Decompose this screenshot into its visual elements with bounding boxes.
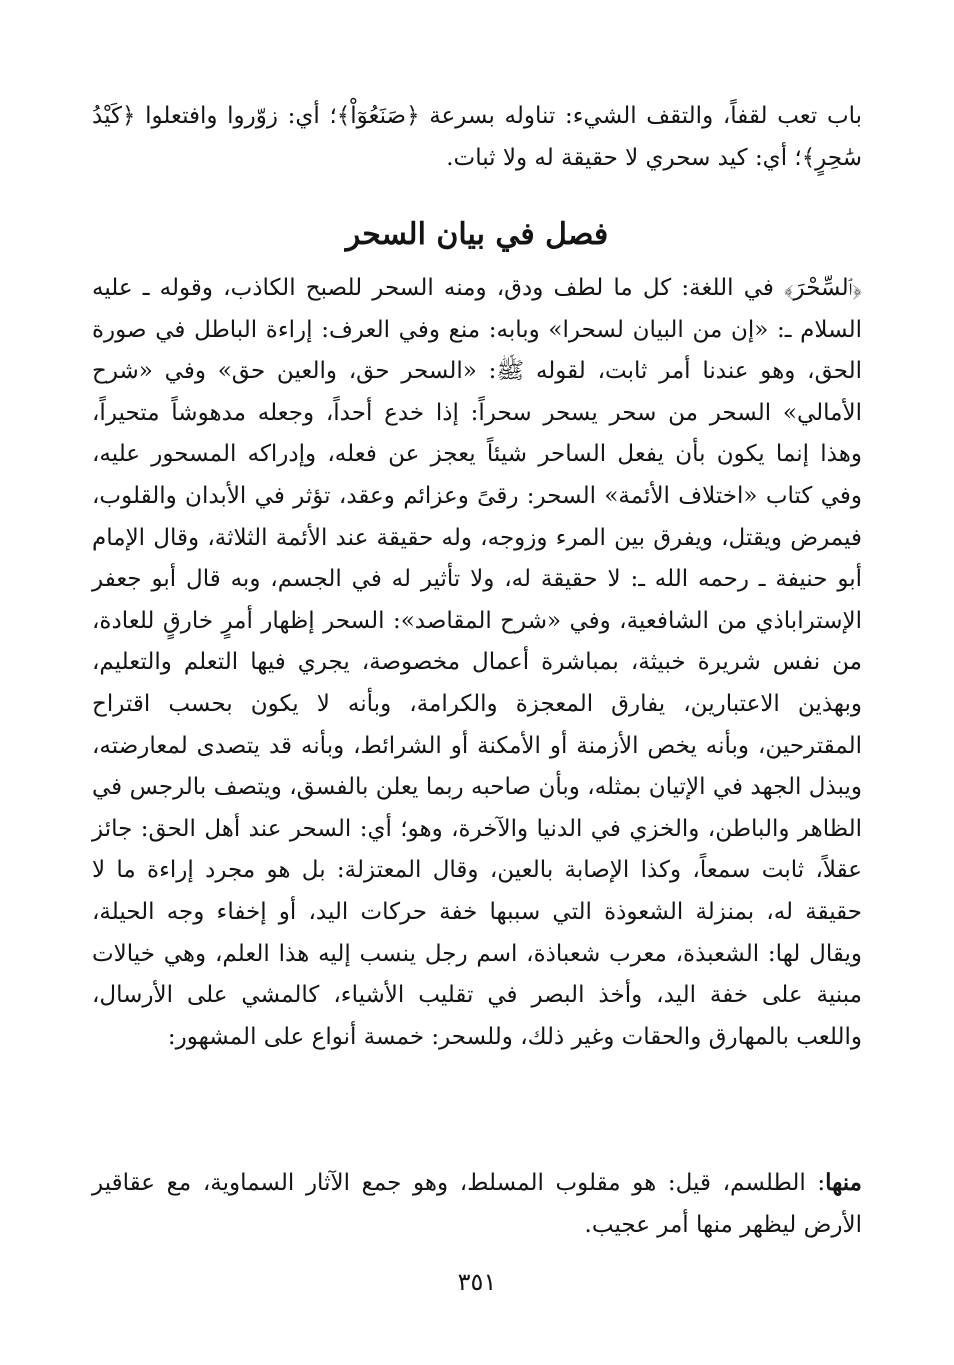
intro-text: باب تعب لقفاً، والتقف الشيء: تناوله بسرعة ﴿صَنَعُوٓاْ﴾؛ أي: زوّروا وافتعلوا ﴿كَيْدُ سَٰحِرٍ﴾؛ أي: كيد سحري لا حقيقة له ولا ثبات. xyxy=(92,103,862,171)
closing-body: : الطلسم، قيل: هو مقلوب المسلط، وهو جمع الآثار السماوية، مع عقاقير الأرض ليظهر منها أمر عجيب. xyxy=(92,1170,862,1238)
section-heading: فصل في بيان السحر xyxy=(345,217,609,252)
section-body-text: ﴿ٱلسِّحْرَ﴾ في اللغة: كل ما لطف ودق، ومنه السحر للصبح الكاذب، وقوله ـ عليه السلام ـ: «إن من البيان لسحرا» وبابه: منع وفي العرف: إراءة الباطل في صورة الحق، وهو عندنا أمر ثابت، لقوله ﷺ: «السحر حق، والعين حق» وفي «شرح الأمالي» السحر من سحر يسحر سحراً: إذا خدع أحداً، وجعله مدهوشاً متحيراً، وهذا إنما يكون بأن يفعل الساحر شيئاً يعجز عن فعله، وإدراكه المسحور عليه، وفي كتاب «اختلاف الأئمة» السحر: رقىً وعزائم وعقد، تؤثر في الأبدان والقلوب، فيمرض ويقتل، ويفرق بين المرء وزوجه، وله حقيقة عند الأئمة الثلاثة، وقال الإمام أبو حنيفة ـ رحمه الله ـ: لا حقيقة له، ولا تأثير له في الجسم، وبه قال أبو جعفر الإستراباذي من الشافعية، وفي «شرح المقاصد»: السحر إظهار أمرٍ خارقٍ للعادة، من نفس شريرة خبيثة، بمباشرة أعمال مخصوصة، يجري فيها التعلم والتعليم، وبهذين الاعتبارين، يفارق المعجزة والكرامة، وبأنه لا يكون بحسب اقتراح المقترحين، وبأنه يخص الأزمنة أو الأمكنة أو الشرائط، وبأنه قد يتصدى لمعارضته، ويبذل الجهد في الإتيان بمثله، وبأن صاحبه ربما يعلن بالفسق، ويتصف بالرجس في الظاهر والباطن، والخزي في الدنيا والآخرة، وهو؛ أي: السحر عند أهل الحق: جائز عقلاً، ثابت سمعاً، وكذا الإصابة بالعين، وقال المعتزلة: بل هو مجرد إراءة ما لا حقيقة له، بمنزلة الشعوذة التي سببها خفة حركات اليد، أو إخفاء وجه الحيلة، ويقال لها: الشعبذة، معرب شعباذة، اسم رجل ينسب إليه هذا العلم، وهي خيالات مبنية على خفة اليد، وأخذ البصر في تقليب الأشياء، كالمشي على الأرسال، واللعب بالمهارق والحقات وغير ذلك، وللسحر: خمسة أنواع على المشهور: xyxy=(92,275,862,1050)
closing-paragraph xyxy=(92,1162,862,1246)
page-number: ٣٥١ xyxy=(457,1268,497,1296)
section-body xyxy=(92,268,862,1058)
closing-text xyxy=(92,1162,862,1246)
intro-paragraph xyxy=(92,96,862,179)
closing-lead: منها xyxy=(825,1169,862,1196)
